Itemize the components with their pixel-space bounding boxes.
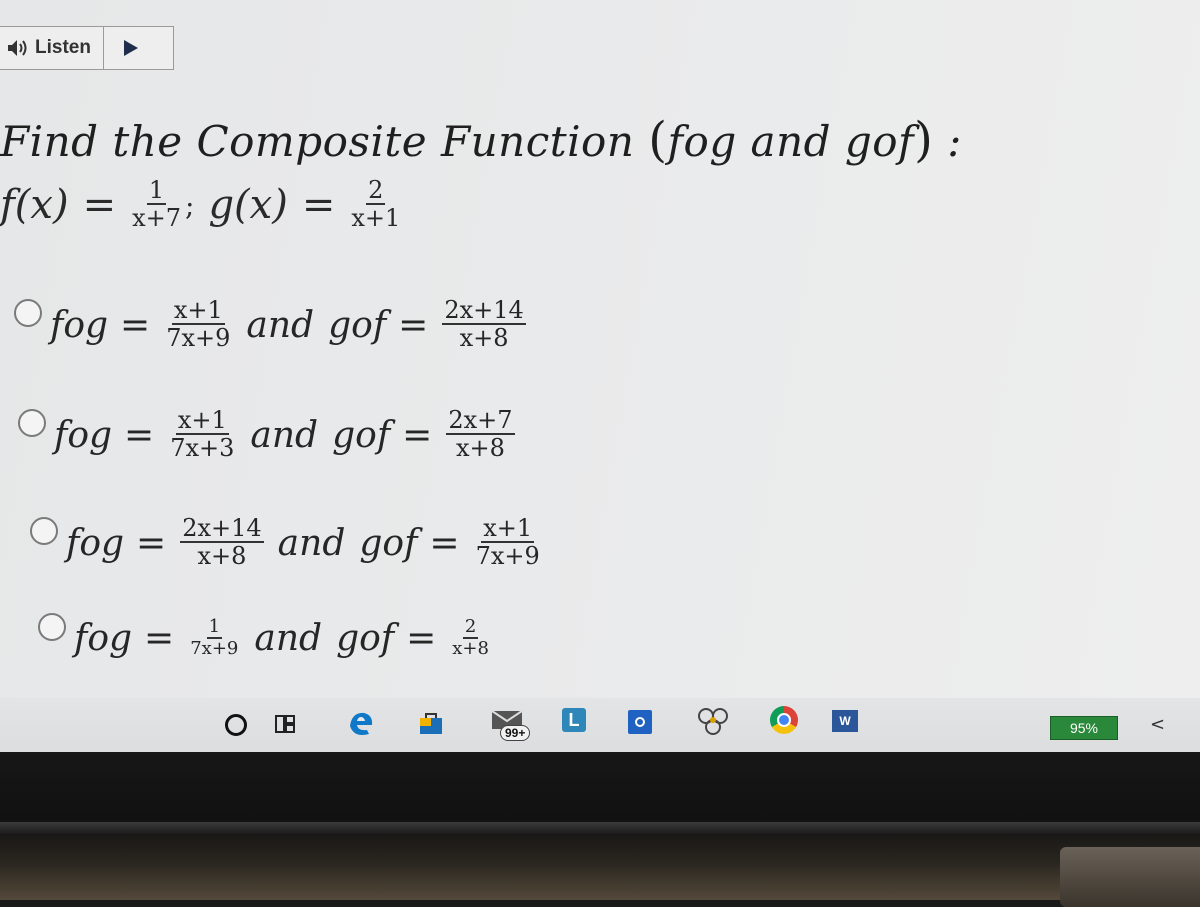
radio-button[interactable] [14,299,42,327]
radio-button[interactable] [38,613,66,641]
play-icon[interactable] [124,40,138,56]
laptop-bezel [0,752,1200,900]
speaker-icon [7,39,29,57]
radio-button[interactable] [30,517,58,545]
o-app-icon[interactable] [628,710,652,734]
option-and: and [277,522,346,564]
chevron-up-icon[interactable]: < [1150,714,1166,735]
option-fraction-b: $\frac{2}{x+8}$ [452,616,489,659]
word-icon[interactable]: W [832,710,858,732]
answer-option-4[interactable]: fog = $\frac{1}{7x+9}$ and gof = $\frac{2}{x+8}$ [38,618,491,660]
option-fraction-a: $\frac{2x+14}{x+8}$ [182,514,262,571]
option-fraction-a: $\frac{x+1}{7x+3}$ [170,406,235,463]
equals-sign: = [82,182,117,229]
option-fraction-a: $\frac{x+1}{7x+9}$ [166,296,231,353]
option-fraction-a: $\frac{1}{7x+9}$ [190,616,239,659]
option-rhs: gof [332,414,391,456]
store-icon[interactable] [418,712,444,736]
option-rhs: gof [336,618,395,660]
option-fraction-b: $\frac{x+1}{7x+9}$ [475,514,540,571]
cortana-search-icon[interactable] [225,714,247,736]
equals-sign: = [301,182,336,229]
listen-button[interactable] [0,27,104,69]
f-fraction: $\frac{1}{x+7}$ [132,176,182,233]
answer-option-3[interactable]: fog = $\frac{2x+14}{x+8}$ and gof = $\frac{x+1}{7x+9}$ [30,516,542,571]
option-lhs: fog [54,414,113,456]
option-and: and [250,414,319,456]
listen-label: Listen [35,37,91,58]
mail-badge: 99+ [500,725,530,741]
l-app-icon[interactable]: L [562,708,586,732]
answer-option-2[interactable]: fog = $\frac{x+1}{7x+3}$ and gof = $\frac{2x+7}{x+8}$ [18,408,515,463]
battery-indicator[interactable]: 95% [1050,716,1118,740]
taskbar [0,698,1200,754]
option-and: and [246,304,315,346]
radio-button[interactable] [18,409,46,437]
option-fraction-b: $\frac{2x+7}{x+8}$ [448,406,513,463]
g-fraction: $\frac{2}{x+1}$ [351,176,401,233]
option-rhs: gof [328,304,387,346]
separator: ; [185,188,195,222]
option-lhs: fog [74,618,133,660]
listen-toolbar [0,26,174,70]
option-fraction-b: $\frac{2x+14}{x+8}$ [444,296,524,353]
option-and: and [254,618,323,660]
answer-option-1[interactable]: fog = $\frac{x+1}{7x+9}$ and gof = $\frac{2x+14}{x+8}$ [14,298,526,353]
edge-browser-icon[interactable] [346,708,376,738]
g-label: g(x) [208,182,288,229]
given-functions [0,178,402,233]
chrome-icon[interactable] [770,706,798,734]
option-lhs: fog [66,522,125,564]
f-label: f(x) [0,182,69,229]
question-title: Find the Composite Function (fog and gof) : [0,112,962,168]
fan-app-icon[interactable] [696,706,730,736]
task-view-icon[interactable] [274,713,296,735]
option-rhs: gof [359,522,418,564]
option-lhs: fog [50,304,109,346]
